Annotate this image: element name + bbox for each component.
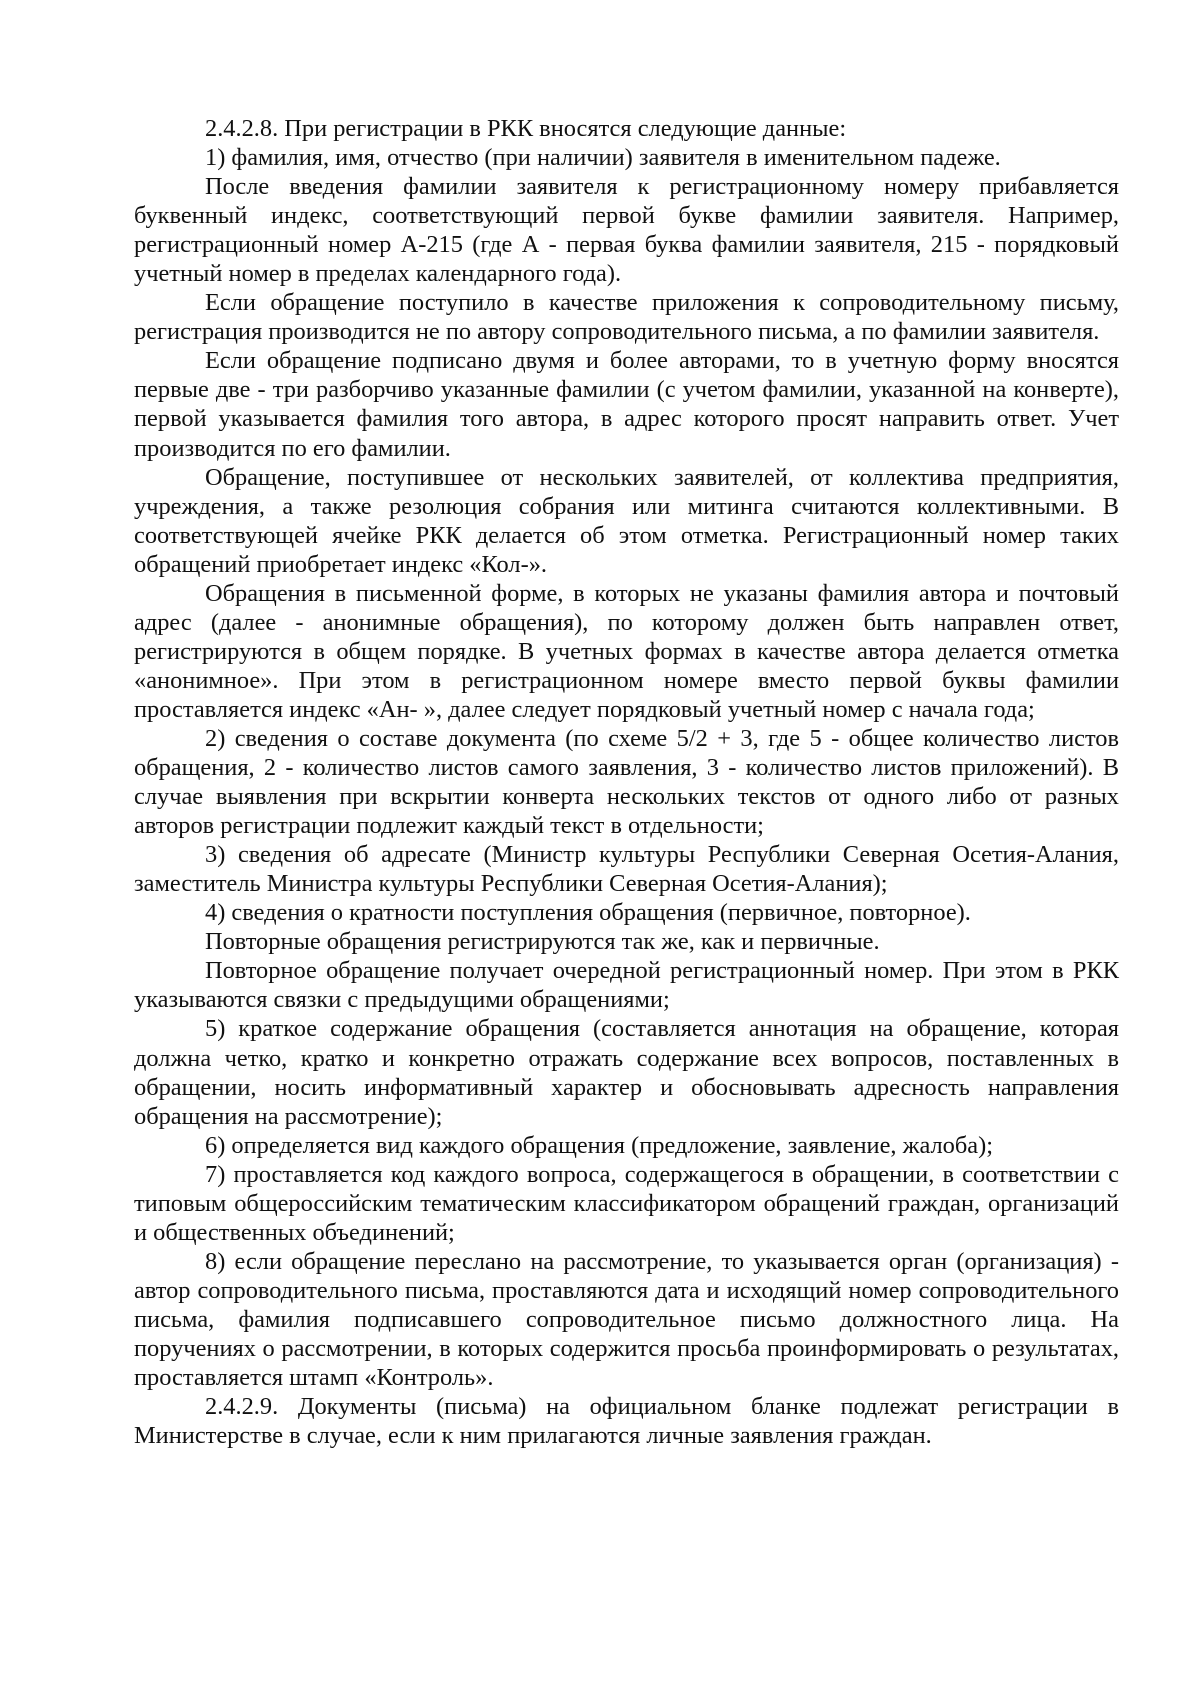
- paragraph-item-8: 8) если обращение переслано на рассмотрение, то указывается орган (организация) - автор сопроводительного письма, проставляются дата и исходящий номер сопроводительного письма, фамилия подписавшего сопроводительное письмо должностного лица. На поручениях о рассмотрении, в которых содержится просьба проинформировать о результатах, проставляется штамп «Контроль».: [134, 1247, 1119, 1392]
- paragraph-2-4-2-8-heading: 2.4.2.8. При регистрации в РКК вносятся следующие данные:: [205, 115, 847, 142]
- paragraph-repeat-registration: Повторные обращения регистрируются так же, как и первичные.: [205, 928, 880, 956]
- paragraph-multiple-authors: Если обращение подписано двумя и более авторами, то в учетную форму вносятся первые две - три разборчиво указанные фамилии (с учетом фамилии, указанной на конверте), первой указывается фамилия того автора, в адрес которого просят направить ответ. Учет производится по его фамилии.: [134, 347, 1119, 462]
- paragraph-item-6: 6) определяется вид каждого обращения (предложение, заявление, жалоба);: [205, 1131, 994, 1159]
- paragraph-collective: Обращение, поступившее от нескольких заявителей, от коллектива предприятия, учреждения, а также резолюция собрания или митинга считаются коллективными. В соответствующей ячейке РКК делается об этом отметка. Регистрационный номер таких обращений приобретает индекс «Кол-».: [134, 463, 1119, 578]
- paragraph-anonymous: Обращения в письменной форме, в которых не указаны фамилия автора и почтовый адрес (далее - анонимные обращения), по которому должен быть направлен ответ, регистрируются в общем порядке. В учетных формах в качестве автора делается отметка «анонимное». При этом в регистрационном номере вместо первой буквы фамилии проставляется индекс «Ан- », далее следует порядковый учетный номер с начала года;: [134, 579, 1119, 723]
- paragraph-item-5: 5) краткое содержание обращения (составляется аннотация на обращение, которая должна четко, кратко и конкретно отражать содержание всех вопросов, поставленных в обращении, носить информативный характер и обосновывать адресность направления обращения на рассмотрение);: [134, 1015, 1119, 1130]
- paragraph-cover-letter: Если обращение поступило в качестве приложения к сопроводительному письму, регистрация производится не по автору сопроводительного письма, а по фамилии заявителя.: [134, 289, 1119, 346]
- paragraph-item-4: 4) сведения о кратности поступления обращения (первичное, повторное).: [205, 899, 971, 927]
- paragraph-item-2: 2) сведения о составе документа (по схеме 5/2 + 3, где 5 - общее количество листов обращения, 2 - количество листов самого заявления, 3 - количество листов приложений). В случае выявления при вскрытии конверта нескольких текстов от одного либо от разных авторов регистрации подлежит каждый текст в отдельности;: [134, 724, 1119, 840]
- paragraph-item-3: 3) сведения об адресате (Министр культуры Республики Северная Осетия-Алания, заместитель Министра культуры Республики Северная Осетия-Алания);: [134, 841, 1119, 898]
- paragraph-item-7: 7) проставляется код каждого вопроса, содержащегося в обращении, в соответствии с типовым общероссийским тематическим классификатором обращений граждан, организаций и общественных объединений;: [134, 1160, 1119, 1246]
- paragraph-letter-index: После введения фамилии заявителя к регистрационному номеру прибавляется буквенный индекс, соответствующий первой букве фамилии заявителя. Например, регистрационный номер А-215 (где А - первая буква фамилии заявителя, 215 - порядковый учетный номер в пределах календарного года).: [134, 173, 1119, 288]
- document-body: [134, 114, 1119, 1450]
- paragraph-repeat-number: Повторное обращение получает очередной регистрационный номер. При этом в РКК указываются связки с предыдущими обращениями;: [134, 957, 1119, 1014]
- paragraph-item-1: 1) фамилия, имя, отчество (при наличии) заявителя в именительном падеже.: [205, 144, 1001, 172]
- paragraph-2-4-2-9: 2.4.2.9. Документы (письма) на официальном бланке подлежат регистрации в Министерстве в случае, если к ним прилагаются личные заявления граждан.: [134, 1393, 1119, 1450]
